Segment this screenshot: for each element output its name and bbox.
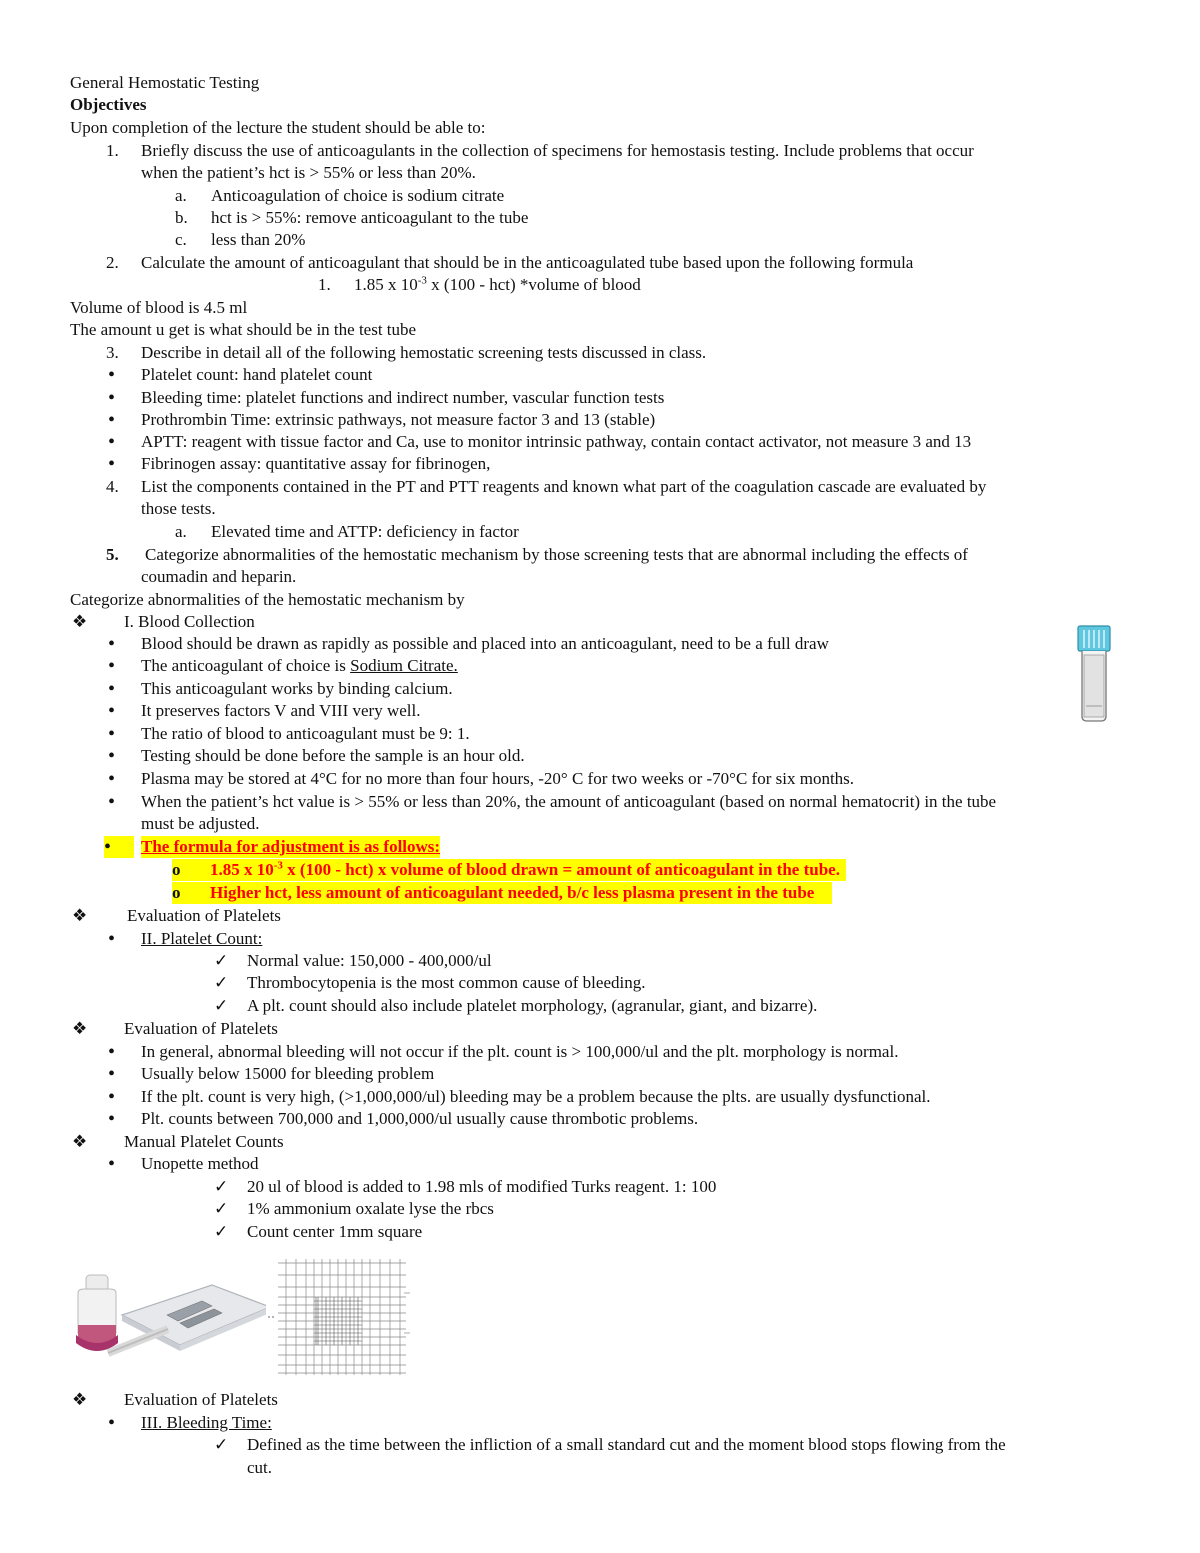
check-icon: ✓ (214, 1435, 229, 1454)
obj1-number: 1. (106, 141, 119, 160)
bullet-icon: • (108, 633, 116, 655)
collection-item: The anticoagulant of choice is Sodium Citrate. (141, 656, 458, 675)
adjustment-note: Higher hct, less amount of anticoagulant needed, b/c less plasma present in the tube (210, 882, 832, 904)
collection-item: It preserves factors V and VIII very well. (141, 701, 421, 720)
obj2-text: Calculate the amount of anticoagulant that should be in the anticoagulated tube based upon the following formula (141, 253, 914, 272)
section-evaluation-platelets: Evaluation of Platelets (124, 1019, 278, 1038)
counting-grid-image (266, 1253, 412, 1383)
test-prothrombin-time: Prothrombin Time: extrinsic pathways, not measure factor 3 and 13 (stable) (141, 410, 656, 429)
unopette-step: 1% ammonium oxalate lyse the rbcs (247, 1199, 494, 1218)
section-evaluation-platelets: Evaluation of Platelets (124, 1390, 278, 1409)
unopette-hemacytometer-image (72, 1271, 272, 1383)
diamond-icon: ❖ (72, 906, 88, 925)
bullet-icon: • (108, 723, 116, 745)
obj1-c-marker: c. (175, 230, 187, 249)
obj3-number: 3. (106, 343, 119, 362)
bullet-icon: • (108, 928, 116, 950)
unopette-method: Unopette method (141, 1154, 259, 1173)
collection-item: The ratio of blood to anticoagulant must be 9: 1. (141, 724, 470, 743)
test-bleeding-time: Bleeding time: platelet functions and indirect number, vascular function tests (141, 388, 665, 407)
check-icon: ✓ (214, 951, 229, 970)
bullet-icon: • (108, 1086, 116, 1108)
bullet-icon: • (108, 745, 116, 767)
obj5-line2: coumadin and heparin. (141, 567, 297, 586)
platelet-morphology: A plt. count should also include platelet morphology, (agranular, giant, and bizarre). (247, 996, 818, 1015)
diamond-icon: ❖ (72, 1390, 88, 1409)
bullet-icon: • (104, 836, 134, 858)
obj1-a: Anticoagulation of choice is sodium citrate (211, 186, 505, 205)
check-icon: ✓ (214, 1177, 229, 1196)
section-manual-counts: Manual Platelet Counts (124, 1132, 284, 1151)
bullet-icon: • (108, 431, 116, 453)
diamond-icon: ❖ (72, 1132, 88, 1151)
bullet-icon: • (108, 678, 116, 700)
evaluation-item: Usually below 15000 for bleeding problem (141, 1064, 435, 1083)
obj4-a-marker: a. (175, 522, 187, 541)
check-icon: ✓ (214, 996, 229, 1015)
unopette-step: 20 ul of blood is added to 1.98 mls of modified Turks reagent. 1: 100 (247, 1177, 717, 1196)
formula-line: 1.85 x $10^{-3}$ x (100 - hct) *volume of blood (354, 274, 641, 294)
bullet-icon: • (108, 1063, 116, 1085)
obj1-b: hct is > 55%: remove anticoagulant to the tube (211, 208, 529, 227)
obj1-line2: when the patient’s hct is > 55% or less than 20%. (141, 163, 476, 182)
bleeding-time-definition: Defined as the time between the infliction of a small standard cut and the moment blood stops flowing from the (247, 1435, 1006, 1454)
bullet-icon: • (108, 364, 116, 386)
sub-bullet-marker: o (172, 882, 210, 904)
bleeding-time-definition-cont: cut. (247, 1458, 273, 1477)
obj1-line1: Briefly discuss the use of anticoagulants in the collection of specimens for hemostasis testing. Include problems that occur (141, 141, 974, 160)
collection-item: Blood should be drawn as rapidly as possible and placed into an anticoagulant, need to be a full draw (141, 634, 829, 653)
diamond-icon: ❖ (72, 612, 88, 631)
obj5-number: 5. (106, 545, 119, 564)
test-fibrinogen: Fibrinogen assay: quantitative assay for fibrinogen, (141, 454, 491, 473)
objectives-heading: Objectives (70, 95, 147, 114)
section-bleeding-time: III. Bleeding Time: (141, 1413, 272, 1432)
bullet-icon: • (108, 768, 116, 790)
check-icon: ✓ (214, 1199, 229, 1218)
bullet-icon: • (108, 409, 116, 431)
adjustment-formula: 1.85 x $10^{-3}$ x (100 - hct) x volume of blood drawn = amount of anticoagulant in the tube. (210, 859, 846, 881)
bullet-icon: • (108, 791, 116, 813)
bullet-icon: • (108, 1412, 116, 1434)
check-icon: ✓ (214, 1222, 229, 1241)
section-blood-collection: I. Blood Collection (124, 612, 255, 631)
obj4-line1: List the components contained in the PT and PTT reagents and known what part of the coagulation cascade are evaluated by (141, 477, 987, 496)
obj1-a-marker: a. (175, 186, 187, 205)
obj3-text: Describe in detail all of the following hemostatic screening tests discussed in class. (141, 343, 707, 362)
doc-title: General Hemostatic Testing (70, 73, 260, 92)
obj2-number: 2. (106, 253, 119, 272)
evaluation-item: Plt. counts between 700,000 and 1,000,000/ul usually cause thrombotic problems. (141, 1109, 699, 1128)
test-aptt: APTT: reagent with tissue factor and Ca, use to monitor intrinsic pathway, contain contact activator, not measure 3 and 13 (141, 432, 972, 451)
collection-item: When the patient’s hct value is > 55% or less than 20%, the amount of anticoagulant (based on normal hematocrit) in the tube (141, 792, 997, 811)
formula-number: 1. (318, 275, 331, 294)
unopette-step: Count center 1mm square (247, 1222, 423, 1241)
obj4-a: Elevated time and ATTP: deficiency in factor (211, 522, 519, 541)
evaluation-item: In general, abnormal bleeding will not occur if the plt. count is > 100,000/ul and the plt. morphology is normal. (141, 1042, 899, 1061)
platelet-normal-value: Normal value: 150,000 - 400,000/ul (247, 951, 492, 970)
bullet-icon: • (108, 453, 116, 475)
test-platelet-count: Platelet count: hand platelet count (141, 365, 373, 384)
categorize-text: Categorize abnormalities of the hemostatic mechanism by (70, 590, 465, 609)
collection-item: This anticoagulant works by binding calcium. (141, 679, 453, 698)
intro-text: Upon completion of the lecture the student should be able to: (70, 118, 486, 137)
section-evaluation-platelets: Evaluation of Platelets (127, 906, 281, 925)
adjustment-heading: The formula for adjustment is as follows: (141, 837, 441, 856)
collection-item: Testing should be done before the sample is an hour old. (141, 746, 525, 765)
section-platelet-count: II. Platelet Count: (141, 929, 263, 948)
collection-item-cont: must be adjusted. (141, 814, 260, 833)
obj5-line1: Categorize abnormalities of the hemostatic mechanism by those screening tests that are abnormal including the effects of (145, 545, 968, 564)
amount-note: The amount u get is what should be in the test tube (70, 320, 417, 339)
obj1-c: less than 20% (211, 230, 306, 249)
diamond-icon: ❖ (72, 1019, 88, 1038)
collection-item: Plasma may be stored at 4°C for no more than four hours, -20° C for two weeks or -70°C for six months. (141, 769, 855, 788)
bullet-icon: • (108, 700, 116, 722)
bullet-icon: • (108, 387, 116, 409)
bullet-icon: • (108, 1108, 116, 1130)
check-icon: ✓ (214, 973, 229, 992)
evaluation-item: If the plt. count is very high, (>1,000,000/ul) bleeding may be a problem because the plts. are usually dysfunctional. (141, 1087, 931, 1106)
bullet-icon: • (108, 1041, 116, 1063)
volume-of-blood: Volume of blood is 4.5 ml (70, 298, 248, 317)
platelet-thrombocytopenia: Thrombocytopenia is the most common cause of bleeding. (247, 973, 646, 992)
obj4-number: 4. (106, 477, 119, 496)
bullet-icon: • (108, 1153, 116, 1175)
bullet-icon: • (108, 655, 116, 677)
sub-bullet-marker: o (172, 859, 210, 881)
obj4-line2: those tests. (141, 499, 216, 518)
obj1-b-marker: b. (175, 208, 188, 227)
test-tube-image (1074, 622, 1114, 724)
